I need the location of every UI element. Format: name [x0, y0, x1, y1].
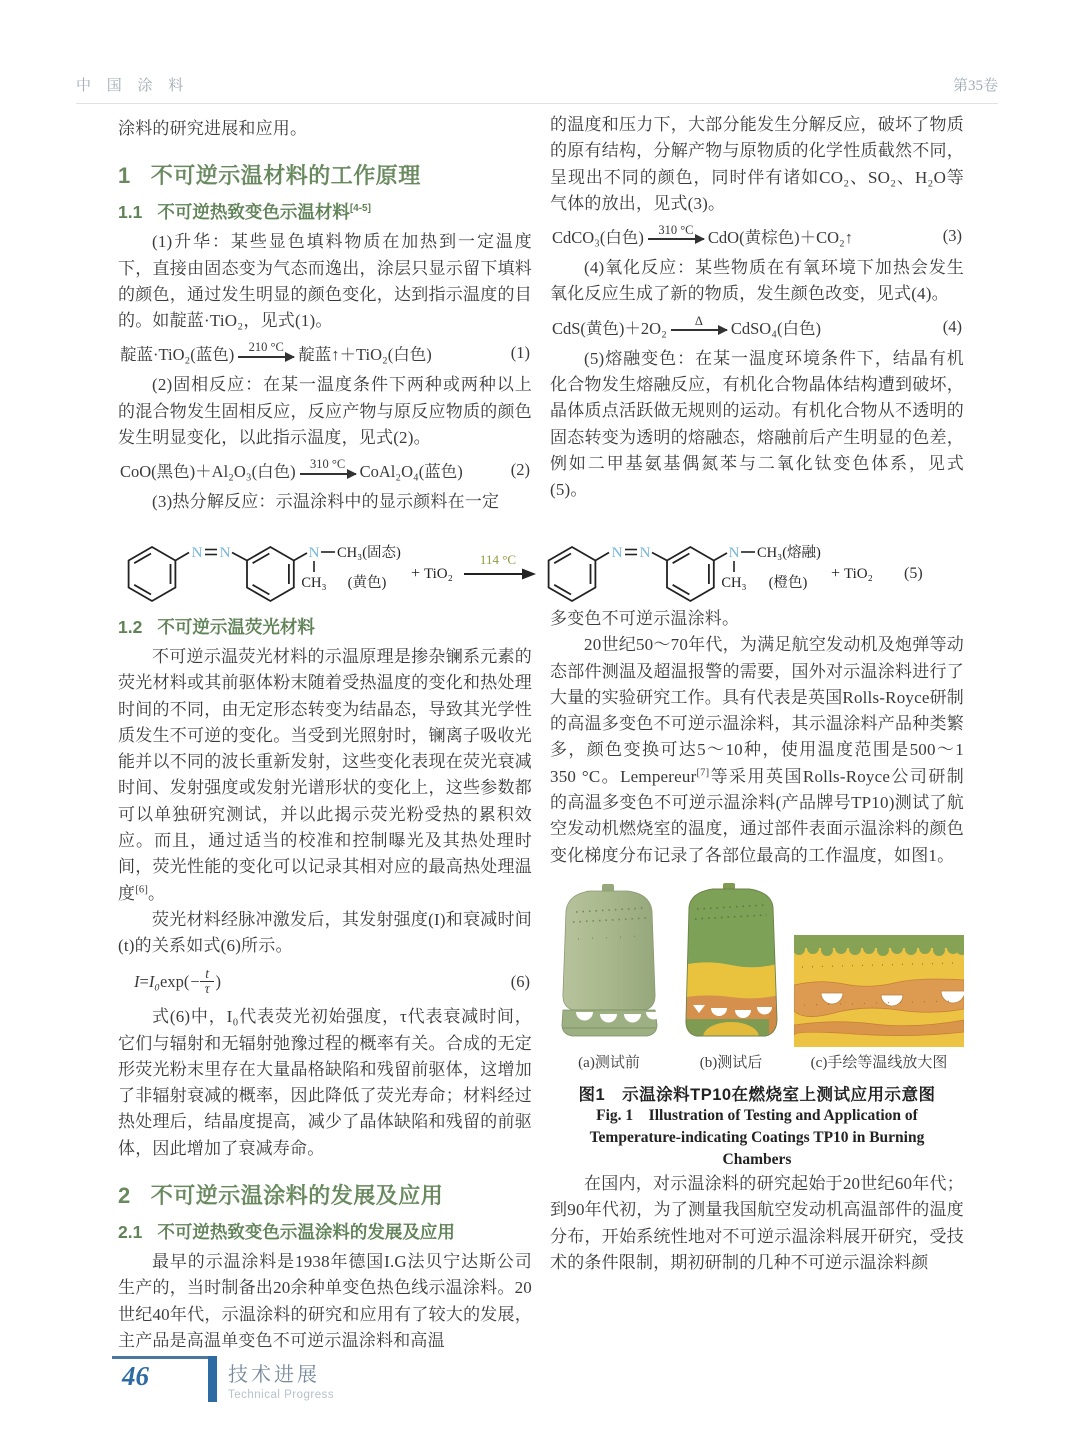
figure-panel-b-after-test	[675, 879, 787, 1047]
section-1-1-heading: 1.1 不可逆热致变色示温材料[4-5]	[118, 202, 371, 223]
amine-nitrogen: N	[728, 545, 740, 561]
benzene-ring	[667, 547, 714, 601]
equation-4: CdS(黄色)＋2O₂ Δ CdSO₄(白色) (4)	[552, 313, 962, 338]
color-state-label: (橙色)	[768, 575, 808, 591]
panel-a-label: (a)测试前	[578, 1054, 640, 1071]
methyl-label: CH₃	[301, 575, 327, 591]
page-number: 46	[122, 1361, 149, 1391]
benzene-ring	[549, 547, 596, 601]
reaction-condition: 114 °C	[479, 552, 517, 567]
section-1-heading: 1 不可逆示温材料的工作原理	[118, 163, 421, 189]
figure-panel-c-isotherm-drawing	[794, 935, 964, 1047]
figure-caption-en: Temperature-indicating Coatings TP10 in Burning	[589, 1128, 925, 1146]
azo-nitrogen: N	[611, 545, 623, 561]
amine-nitrogen: N	[308, 545, 320, 561]
benzene-ring	[129, 547, 176, 601]
equation-2: CoO(黑色)＋Al₂O₃(白色) 310 °C CoAl₂O₄(蓝色) (2)	[120, 457, 530, 482]
section-2-heading: 2 不可逆示温涂料的发展及应用	[118, 1183, 444, 1209]
equation-number: (4)	[942, 316, 962, 336]
figure-caption-en: Chambers	[722, 1150, 792, 1168]
reference-marker: [6]	[135, 884, 149, 896]
plus-sign: +	[411, 565, 421, 582]
header-divider	[76, 103, 998, 104]
equation-number: (2)	[510, 460, 530, 480]
section-2-1-heading: 2.1 不可逆热致变色示温涂料的发展及应用	[118, 1222, 455, 1243]
section-1-2-heading: 1.2 不可逆示温荧光材料	[118, 617, 315, 637]
azo-nitrogen: N	[191, 545, 203, 561]
tio2-label: TiO₂	[844, 566, 873, 582]
figure-panel-labels	[550, 1051, 964, 1072]
left-column-top	[118, 116, 532, 516]
figure-panel-a-before-test	[550, 879, 668, 1047]
equation-number: (3)	[942, 226, 962, 246]
paragraph: 不可逆示温荧光材料的示温原理是掺杂镧系元素的荧光材料或其前驱体粉末随着受热温度的变化和热处理时间的不同，由无定形态转变为结晶态，导致其光学性质发生不可逆的变化。当受到光照射时，镧离子吸收光能并以不同的波长重新发射，这些变化表现在荧光衰减时间、发射强度或发射光谱形状的变化上，这些参数都可以单独研究测试，并以此揭示荧光粉受热的累积效应。而且，通过适当的校准和控制曝光及其热处理时间，荧光性能的变化可以记录其相对应的最高热处理温度[6]。	[118, 647, 532, 903]
paragraph: (5)熔融变色：在某一温度环境条件下，结晶有机化合物发生熔融反应，有机化合物晶体结构遭到破坏，晶体质点活跃做无规则的运动。有机化合物从不透明的固态转变为透明的熔融态，熔融前后产生明显的色差，例如二甲基氨基偶氮苯与二氧化钛变色体系，见式(5)。	[550, 348, 964, 500]
footer-section-cn: 技术进展	[228, 1364, 320, 1386]
paragraph: 式(6)中，I₀代表荧光初始强度，τ代表衰减时间，它们与辐射和无辐射弛豫过程的概率有关。合成的无定形荧光粉末里存在大量晶格缺陷和残留前驱体，这增加了非辐射衰减的概率，因此降低了荧光寿命；材料经过热处理后，结晶度提高，减少了晶体缺陷和残留的前驱体，因此增加了衰减寿命。	[118, 1007, 532, 1158]
azo-nitrogen: N	[219, 545, 231, 561]
right-column-top	[550, 112, 964, 504]
volume-label: 第35卷	[952, 78, 998, 94]
paragraph: (3)热分解反应：示温涂料中的显示颜料在一定	[152, 492, 500, 512]
plus-sign: +	[831, 565, 841, 582]
footer-section-en: Technical Progress	[228, 1389, 335, 1401]
paragraph: (1)升华：某些显色填料物质在加热到一定温度下，直接由固态变为气态而逸出，涂层只显示留下填料的颜色，通过发生明显的颜色变化，达到指示温度的目的。如靛蓝·TiO₂，见式(1)。	[118, 232, 532, 331]
figure-caption-cn: 图1 示温涂料TP10在燃烧室上测试应用示意图	[578, 1085, 936, 1104]
equation-5-structural-formula	[104, 520, 974, 612]
azo-nitrogen: N	[639, 545, 651, 561]
equation-1: 靛蓝·TiO₂(蓝色) 210 °C 靛蓝↑＋TiO₂(白色) (1)	[120, 340, 530, 365]
paragraph: 的温度和压力下，大部分能发生分解反应，破坏了物质的原有结构，分解产物与原物质的化学性质截然不同，呈现出不同的颜色，同时伴有诸如CO₂、SO₂、H₂O等气体的放出，见式(3)。	[550, 115, 964, 213]
paragraph: 多变色不可逆示温涂料。	[550, 609, 740, 628]
azobenzene-reaction-drawing	[104, 520, 974, 612]
equation-6: I = I₀ exp( − $\frac{t}{\tau}$ ) (6)	[134, 965, 530, 997]
equation-number: (5)	[904, 565, 923, 582]
methyl-label: CH₃(固态)	[337, 545, 401, 561]
fraction: − $\frac{t}{\tau}$	[190, 967, 214, 998]
tio2-label: TiO₂	[424, 566, 453, 582]
reference-marker: [7]	[696, 767, 710, 779]
paragraph: (2)固相反应：在某一温度条件下两种或两种以上的混合物发生固相反应，反应产物与原反应物质的颜色发生明显变化，以此指示温度，见式(2)。	[118, 375, 532, 448]
reaction-arrow: 310 °C	[648, 224, 704, 241]
footer-accent-line	[112, 1356, 208, 1359]
footer-section	[228, 1358, 334, 1401]
panel-b-label: (b)测试后	[699, 1054, 763, 1071]
reaction-arrow: 310 °C	[300, 458, 356, 475]
page-header	[76, 74, 998, 95]
paragraph: (4)氧化反应：某些物质在有氧环境下加热会发生氧化反应生成了新的物质，发生颜色改变，见式(4)。	[550, 258, 964, 304]
paragraph: 涂料的研究进展和应用。	[118, 119, 308, 138]
reaction-arrow: Δ	[671, 315, 727, 332]
figure-caption-en: Fig. 1 Illustration of Testing and Application of	[596, 1106, 918, 1124]
reference-marker: [4-5]	[349, 203, 371, 215]
journal-name: 中 国 涂 料	[76, 78, 190, 94]
figure-1	[550, 879, 964, 1171]
right-column-bottom	[550, 606, 964, 1276]
equation-number: (6)	[510, 971, 530, 991]
paragraph: 在国内，对示温涂料的研究起始于20世纪60年代；到90年代初，为了测量我国航空发动机高温部件的温度分布，开始系统性地对不可逆示温涂料展开研究，受技术的条件限制，期初研制的几种不可逆示温涂料颜	[550, 1173, 964, 1272]
arrowhead	[522, 569, 536, 580]
panel-c-label: (c)手绘等温线放大图	[810, 1054, 948, 1071]
paragraph: 荧光材料经脉冲激发后，其发射强度(I)和衰减时间(t)的关系如式(6)所示。	[118, 909, 532, 956]
paragraph: 20世纪50～70年代，为满足航空发动机及炮弹等动态部件测温及超温报警的需要，国外对示温涂料进行了大量的实验研究工作。具有代表是英国Rolls-Royce研制的高温多变色不可逆示温涂料，其示温涂料产品种类繁多，颜色变换可达5～10种，使用温度范围是500～1 350 °C。Lempereur[7]等采用英国Rolls-Royce公司研制的高温多变色不可逆示温涂料(产品牌号TP10)测试了航空发动机燃烧室的温度，通过部件表面示温涂料的颜色变化梯度分布记录了各部位最高的工作温度，如图1。	[550, 635, 964, 865]
paragraph: 最早的示温涂料是1938年德国I.G法贝宁达斯公司生产的，当时制备出20余种单变色热色线示温涂料。20世纪40年代，示温涂料的研究和应用有了较大的发展，主产品是高温单变色不可逆示温涂料和高温	[118, 1252, 532, 1350]
equation-number: (1)	[510, 343, 530, 363]
figure-panels	[550, 879, 964, 1047]
page-footer	[110, 1356, 470, 1416]
color-state-label: (黄色)	[347, 575, 387, 591]
methyl-label: CH₃	[721, 575, 747, 591]
benzene-ring	[247, 547, 294, 601]
left-column-bottom	[118, 612, 532, 1354]
footer-accent-bar	[208, 1356, 217, 1402]
reaction-arrow: 210 °C	[238, 341, 294, 358]
equation-3: CdCO₃(白色) 310 °C CdO(黄棕色)＋CO₂↑ (3)	[552, 222, 962, 248]
methyl-label: CH₃(熔融)	[757, 545, 821, 561]
